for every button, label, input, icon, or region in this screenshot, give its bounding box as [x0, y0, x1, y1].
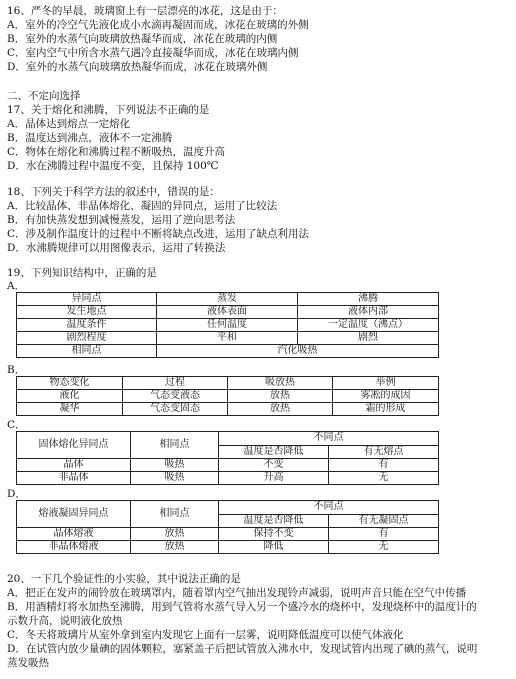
table-row [17, 345, 439, 358]
table-cell: 一定温度（沸点） [298, 319, 439, 332]
q18-stem: 18、下列关于科学方法的叙述中，错误的是： [7, 186, 220, 198]
table-cell: 非晶体 [17, 472, 131, 485]
table-cell: 晶体 [17, 459, 131, 472]
table-row [17, 432, 439, 446]
table-cell: 异同点 [17, 293, 157, 306]
table-cell: 过程 [123, 377, 228, 390]
table-cell: 有无熔点 [329, 445, 439, 459]
table-cell: 任何温度 [157, 319, 298, 332]
table-cell: 吸热 [131, 459, 219, 472]
table-cell: 汽化吸热 [157, 345, 439, 358]
q18-option-c: C．涉及制作温度计的过程中不断将缺点改进，运用了缺点利用法 [7, 228, 310, 240]
table-row [17, 306, 439, 319]
table-cell: 沸腾 [298, 293, 439, 306]
table-cell: 霜的形成 [333, 403, 439, 416]
table-row [17, 501, 439, 515]
table-cell: 固体熔化异同点 [17, 432, 131, 459]
table-cell: 保持不变 [219, 528, 329, 541]
table-row [17, 403, 439, 416]
q17-option-b: B．温度达到沸点，液体不一定沸腾 [7, 132, 173, 144]
table-cell: 晶体熔液 [17, 528, 131, 541]
q19-label-b: B． [7, 364, 26, 376]
table-row [17, 293, 439, 306]
table-cell: 放热 [131, 541, 219, 554]
q20-option-b: B．用酒精灯将水加热至沸腾，用到气管将水蒸气导入另一个盛冷水的烧杯中，发现烧杯中的温度计的 [7, 601, 477, 613]
table-cell: 无 [329, 472, 439, 485]
table-cell: 液体表面 [157, 306, 298, 319]
q18-option-a: A．比较晶体、非晶体熔化、凝固的异同点，运用了比较法 [7, 200, 278, 212]
table-c [16, 431, 439, 485]
table-cell: 不变 [219, 459, 329, 472]
table-cell: 液化 [17, 390, 123, 403]
table-cell: 相同点 [131, 501, 219, 528]
q17-stem: 17、关于熔化和沸腾，下列说法不正确的是 [7, 104, 210, 116]
table-cell: 液体内部 [298, 306, 439, 319]
table-cell: 不同点 [219, 432, 439, 446]
q19-label-d: D． [7, 488, 26, 500]
table-row [17, 541, 439, 554]
table-row [17, 390, 439, 403]
q18-option-d: D．水沸腾规律可以用图像表示，运用了转换法 [7, 242, 226, 254]
table-cell: 凝华 [17, 403, 123, 416]
table-cell: 无 [329, 541, 439, 554]
table-cell: 吸放热 [228, 377, 333, 390]
table-row [17, 472, 439, 485]
q20-option-c: C．冬天将玻璃片从室外拿到室内发现它上面有一层雾，说明降低温度可以使气体液化 [7, 629, 404, 641]
table-d [16, 500, 439, 554]
table-cell: 温度是否降低 [219, 445, 329, 459]
table-cell: 有 [329, 459, 439, 472]
table-cell: 有 [329, 528, 439, 541]
table-cell: 剧烈程度 [17, 332, 157, 345]
table-row [17, 319, 439, 332]
table-cell: 雾凇的成因 [333, 390, 439, 403]
q16-option-b: B．室外的水蒸气向玻璃放热凝华而成，冰花在玻璃的内侧 [7, 33, 278, 45]
section-heading: 二、不定向选择 [7, 90, 81, 102]
q17-option-a: A．晶体达到熔点一定熔化 [7, 118, 131, 130]
q19-label-c: C． [7, 419, 26, 431]
table-cell: 气态变固态 [123, 403, 228, 416]
q16-option-c: C．室内空气中所含水蒸气遇冷直接凝华而成，冰花在玻璃内侧 [7, 47, 299, 59]
q19-stem: 19、下列知识结构中，正确的是 [7, 267, 157, 279]
table-cell: 相同点 [131, 432, 219, 459]
table-row [17, 459, 439, 472]
table-cell: 气态变液态 [123, 390, 228, 403]
table-cell: 吸热 [131, 472, 219, 485]
q16-stem: 16、严冬的早晨，玻璃窗上有一层漂亮的冰花，这是由于： [7, 5, 283, 17]
q16-option-d: D．室外的水蒸气向玻璃放热凝华而成，冰花在玻璃外侧 [7, 61, 268, 73]
q20-option-b-cont: 示数升高，说明液化放热 [7, 615, 123, 627]
table-cell: 不同点 [219, 501, 439, 515]
q20-stem: 20、一下几个验证性的小实验，其中说法正确的是 [7, 573, 241, 585]
table-cell: 放热 [228, 403, 333, 416]
table-cell: 蒸发 [157, 293, 298, 306]
q20-option-d: D．在试管内放少量碘的固体颗粒，塞紧盖子后把试管放入沸水中，发现试管内出现了碘的蒸气，说明 [7, 643, 478, 655]
table-cell: 发生地点 [17, 306, 157, 319]
table-cell: 举例 [333, 377, 439, 390]
table-cell: 物态变化 [17, 377, 123, 390]
q18-option-b: B．有加快蒸发想到减慢蒸发，运用了逆向思考法 [7, 214, 236, 226]
q16-option-a: A．室外的冷空气先液化成小水滴再凝固而成，冰花在玻璃的外侧 [7, 19, 309, 31]
table-b [16, 376, 439, 416]
table-row [17, 528, 439, 541]
table-cell: 温度条件 [17, 319, 157, 332]
table-row [17, 332, 439, 345]
table-cell: 熔液凝固异同点 [17, 501, 131, 528]
table-cell: 相同点 [17, 345, 157, 358]
q20-option-a: A．把正在发声的闹铃放在玻璃罩内，随着罩内空气抽出发现铃声减弱，说明声音只能在空气中传播 [7, 587, 467, 599]
q20-option-d-cont: 蒸发吸热 [7, 657, 49, 669]
table-cell: 放热 [131, 528, 219, 541]
table-cell: 剧烈 [298, 332, 439, 345]
q17-option-d: D．水在沸腾过程中温度不变，且保持 100℃ [7, 160, 219, 172]
table-a [16, 292, 439, 358]
table-row [17, 377, 439, 390]
table-cell: 有无凝固点 [329, 514, 439, 528]
table-cell: 降低 [219, 541, 329, 554]
table-cell: 放热 [228, 390, 333, 403]
table-cell: 升高 [219, 472, 329, 485]
q19-label-a: A． [7, 280, 26, 292]
table-cell: 温度是否降低 [219, 514, 329, 528]
table-cell: 平和 [157, 332, 298, 345]
q17-option-c: C．物体在熔化和沸腾过程不断吸热，温度升高 [7, 146, 226, 158]
table-cell: 非晶体熔液 [17, 541, 131, 554]
